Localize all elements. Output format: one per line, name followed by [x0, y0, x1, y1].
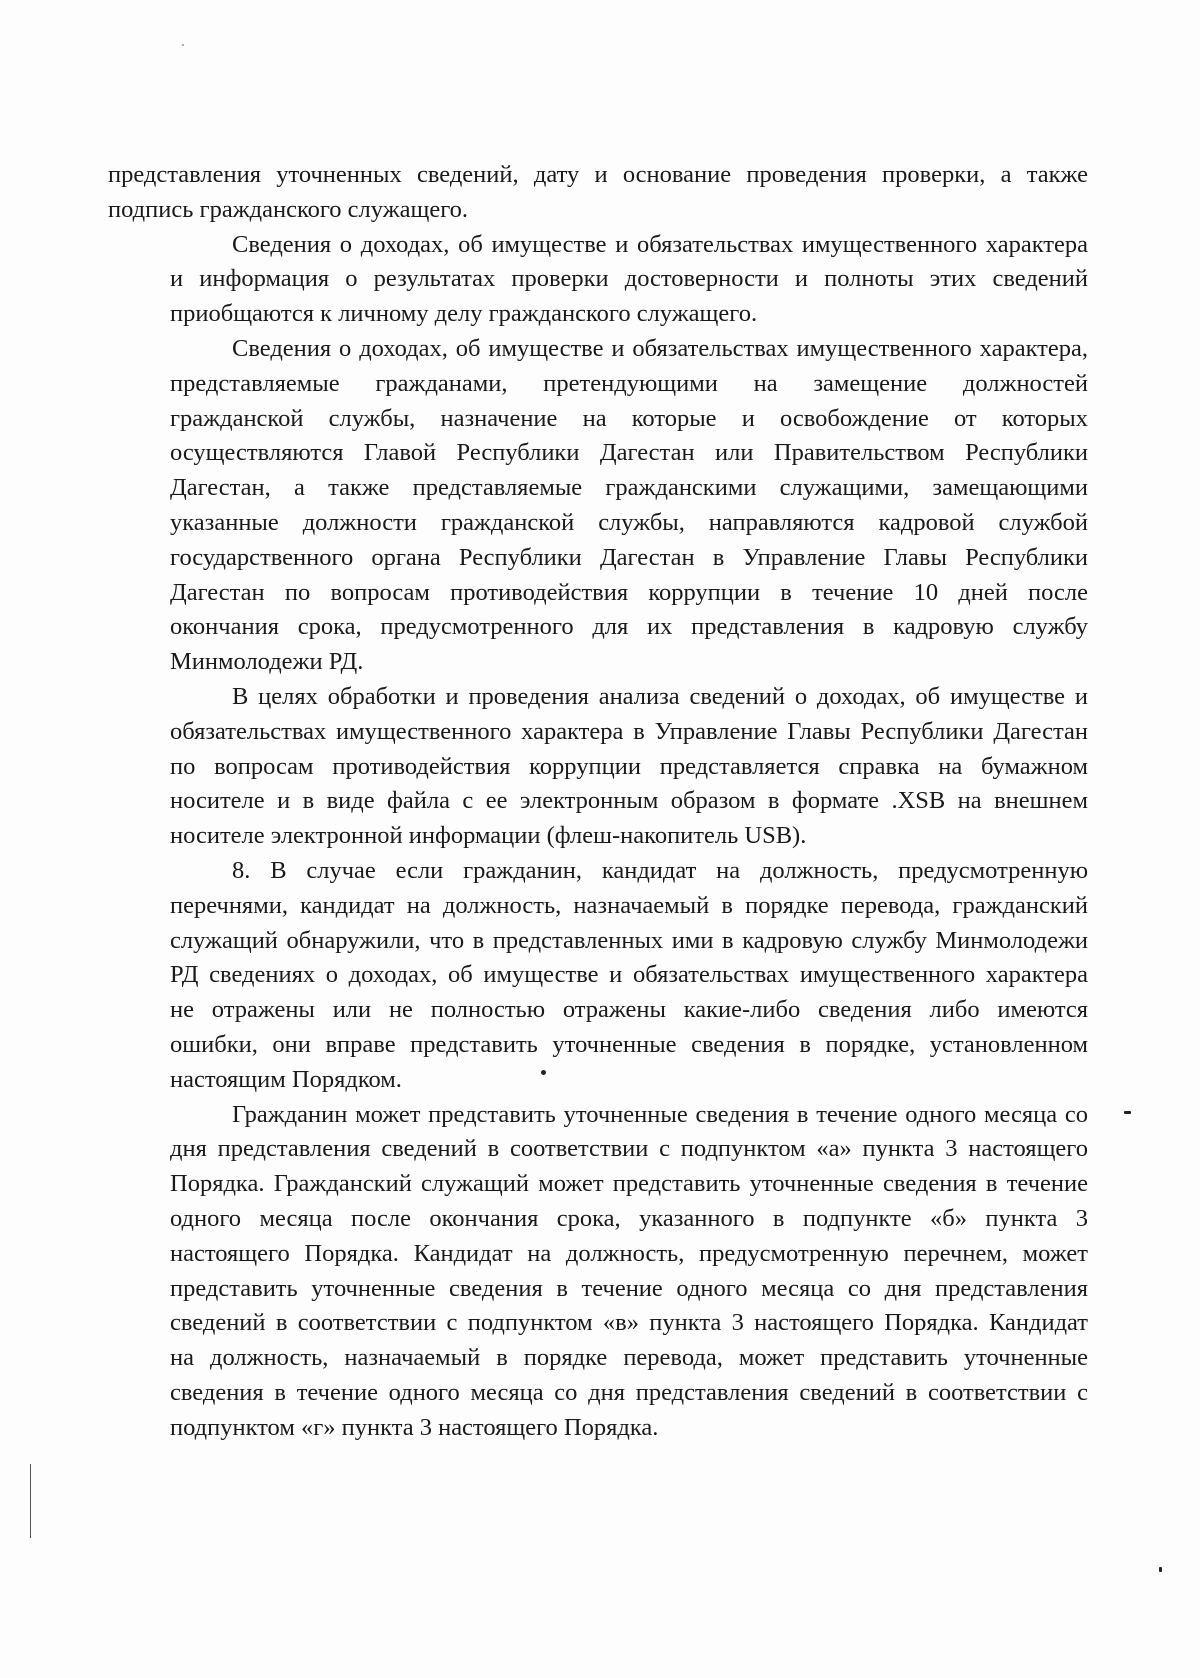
- text-line: перечнями, кандидат на должность, назначаемый в порядке перевода, гражданский: [170, 891, 1088, 919]
- text-line: представления уточненных сведений, дату и основание проведения проверки, а также: [108, 161, 1088, 188]
- text-line: В целях обработки и проведения анализа сведений о доходах, об имуществе и: [232, 682, 1088, 710]
- text-line: гражданской службы, назначение на которые и освобождение от которых: [170, 404, 1088, 432]
- text-line: настоящего Порядка. Кандидат на должность, предусмотренную перечнем, может: [170, 1239, 1088, 1267]
- text-line: обязательствах имущественного характера в Управление Главы Республики Дагестан: [170, 717, 1088, 745]
- paragraph: [108, 332, 1088, 680]
- text-line: ошибки, они вправе представить уточненные сведения в порядке, установленном: [170, 1030, 1088, 1058]
- text-line: осуществляются Главой Республики Дагестан или Правительством Республики: [170, 439, 1088, 467]
- scan-margin-line: [30, 1464, 31, 1538]
- text-line: Сведения о доходах, об имуществе и обязательствах имущественного характера,: [232, 334, 1088, 362]
- paragraph: [108, 680, 1088, 854]
- text-line: Дагестан, а также представляемые гражданскими служащими, замещающими: [170, 474, 1088, 502]
- text-line: Сведения о доходах, об имуществе и обязательствах имущественного характера: [232, 230, 1088, 258]
- text-line: РД сведениях о доходах, об имуществе и обязательствах имущественного характера: [170, 961, 1088, 989]
- paragraph: [108, 1098, 1088, 1446]
- text-line: Дагестан по вопросам противодействия коррупции в течение 10 дней после: [170, 578, 1088, 606]
- scan-speck: [182, 44, 184, 46]
- text-line: государственного органа Республики Дагестан в Управление Главы Республики: [170, 543, 1088, 571]
- text-line: приобщаются к личному делу гражданского служащего.: [170, 300, 758, 328]
- scan-speck: [1159, 1567, 1162, 1572]
- text-line: и информация о результатах проверки достоверности и полноты этих сведений: [170, 265, 1088, 293]
- text-line: представить уточненные сведения в течение одного месяца со дня представления: [170, 1274, 1088, 1302]
- paragraph: [108, 158, 1088, 228]
- scan-speck: [541, 1070, 546, 1075]
- text-line: служащий обнаружили, что в представленных ими в кадровую службу Минмолодежи: [170, 926, 1088, 954]
- text-line: на должность, назначаемый в порядке перевода, может представить уточненные: [170, 1344, 1088, 1372]
- text-line: настоящим Порядком.: [170, 1065, 402, 1093]
- text-line: по вопросам противодействия коррупции представляется справка на бумажном: [170, 752, 1088, 780]
- text-line: 8. В случае если гражданин, кандидат на должность, предусмотренную: [232, 856, 1088, 884]
- text-line: сведений в соответствии с подпунктом «в» пункта 3 настоящего Порядка. Кандидат: [170, 1309, 1088, 1337]
- text-line: Гражданин может представить уточненные сведения в течение одного месяца со: [232, 1100, 1088, 1128]
- text-line: одного месяца после окончания срока, указанного в подпункте «б» пункта 3: [170, 1204, 1088, 1232]
- text-line: сведения в течение одного месяца со дня представления сведений в соответствии с: [170, 1378, 1088, 1406]
- text-line: подпись гражданского служащего.: [108, 195, 469, 223]
- text-line: носителе электронной информации (флеш-накопитель USB).: [170, 822, 807, 850]
- text-line: дня представления сведений в соответствии с подпунктом «а» пункта 3 настоящего: [170, 1135, 1088, 1163]
- text-line: не отражены или не полностью отражены какие-либо сведения либо имеются: [170, 996, 1088, 1024]
- text-line: Минмолодежи РД.: [170, 648, 364, 676]
- scan-speck: [1124, 1111, 1131, 1114]
- paragraph: [108, 228, 1088, 332]
- text-line: носителе и в виде файла с ее электронным образом в формате .XSB на внешнем: [170, 787, 1088, 815]
- text-line: окончания срока, предусмотренного для их представления в кадровую службу: [170, 613, 1088, 641]
- text-line: указанные должности гражданской службы, направляются кадровой службой: [170, 508, 1088, 536]
- document-body: [108, 158, 1088, 1445]
- text-line: Порядка. Гражданский служащий может представить уточненные сведения в течение: [170, 1170, 1088, 1198]
- text-line: подпунктом «г» пункта 3 настоящего Порядка.: [170, 1413, 659, 1441]
- paragraph: [108, 854, 1088, 1098]
- text-line: представляемые гражданами, претендующими на замещение должностей: [170, 369, 1088, 397]
